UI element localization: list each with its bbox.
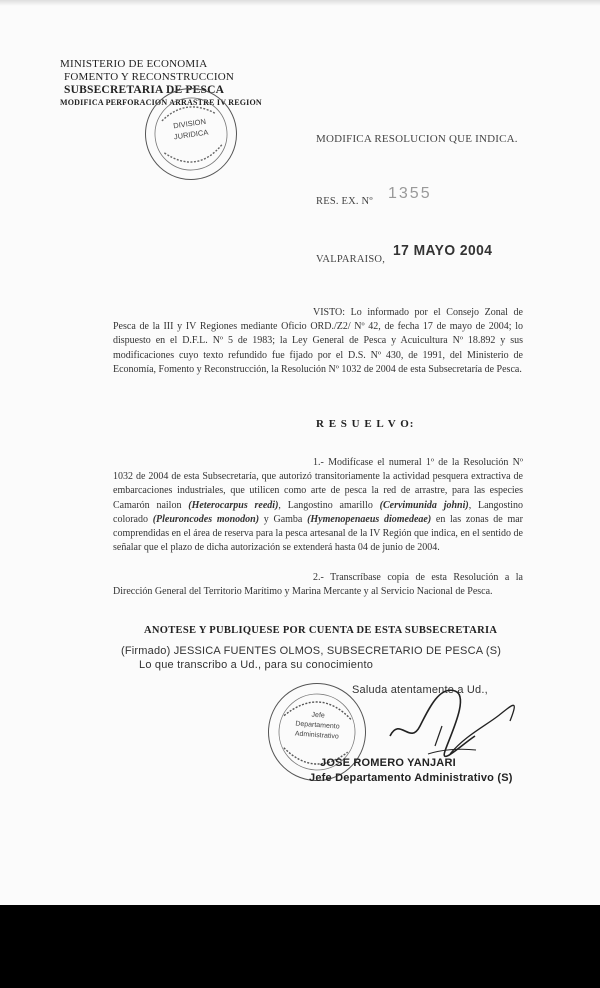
handwritten-signature-icon [380, 676, 530, 786]
firmado-line: (Firmado) JESSICA FUENTES OLMOS, SUBSECRETARIO DE PESCA (S) [121, 645, 502, 657]
item-1-text-b: , Langostino amarillo [278, 499, 373, 511]
item-1-text-a: 1.- Modifícase el numeral 1º de la Resolución Nº 1032 de 2004 de esta Subsecretaría, que autorizó transitoriamente la actividad pesquera extractiva de embarcaciones industriales, que utilicen como arte de pesca la red de arrastre, para las especies Camarón nailon [113, 457, 523, 511]
saluda-line: Saluda atentamente a Ud., [352, 684, 488, 696]
stamp-bottom-line3: Administrativo [294, 730, 339, 741]
document-title: MODIFICA RESOLUCION QUE INDICA. [316, 133, 518, 145]
stamp-ring-icon [138, 81, 244, 187]
item-1-paragraph [113, 456, 523, 555]
species-langostino-colorado: (Pleuroncodes monodon) [152, 513, 260, 525]
place-label: VALPARAISO, [316, 254, 386, 265]
header-fomento: FOMENTO Y RECONSTRUCCION [64, 71, 235, 83]
scan-top-edge [0, 0, 600, 6]
stamp-top-line2: JURIDICA [173, 127, 209, 142]
item-1-text-c: , Langostino colorado [113, 499, 524, 525]
signer-title: Jefe Departamento Administrativo (S) [309, 772, 513, 784]
species-camaron: (Heterocarpus reedi) [188, 499, 279, 511]
res-number: 1355 [388, 185, 432, 202]
stamp-bottom-line2: Departamento [295, 720, 340, 731]
visto-paragraph: VISTO: Lo informado por el Consejo Zonal de Pesca de la III y IV Regiones mediante Oficio ORD./Z2/ Nº 42, de fecha 17 de mayo de 2004; lo dispuesto en el D.F.L. Nº 5 de 1983; la Ley General de Pesca y Acuicultura Nº 18.892 y sus modificaciones cuyo texto refundido fue fijado por el D.S. Nº 430, de 1991, del Ministerio de Economía, Fomento y Reconstrucción, la Resolución Nº 1032 de 2004 de esta Subsecretaría de Pesca. [113, 307, 523, 375]
anotese-line: ANOTESE Y PUBLIQUESE POR CUENTA DE ESTA SUBSECRETARIA [144, 625, 498, 636]
header-reference: MODIFICA PERFORACION ARRASTRE IV REGION [60, 98, 262, 107]
item-1-text-d: y Gamba [259, 513, 303, 525]
species-langostino-amarillo: (Cervimunida johni) [379, 499, 469, 511]
stamp-bottom-line1: Jefe [311, 711, 325, 720]
species-gamba: (Hymenopenaeus diomedeae) [307, 513, 432, 525]
resuelvo-heading: R E S U E L V O: [316, 418, 415, 430]
stamp-top-line1: DIVISION [172, 116, 207, 131]
transcribo-line: Lo que transcribo a Ud., para su conocimiento [139, 659, 374, 671]
date-stamp: 17 MAYO 2004 [393, 242, 493, 259]
item-2-paragraph: 2.- Transcríbase copia de esta Resolución a la Dirección General del Territorio Marítimo y Marina Mercante y al Servicio Nacional de Pesca. [113, 572, 523, 598]
header-ministry: MINISTERIO DE ECONOMIA [60, 58, 208, 70]
item-1-text-e: en las zonas de mar comprendidas en el área de reserva para la pesca artesanal de la IV Región que indica, en el sentido de señalar que el plazo de dicha autorización se extenderá hasta 04 de junio de 2004. [113, 513, 523, 554]
res-label: RES. EX. Nº [316, 196, 373, 207]
signer-name: JOSE ROMERO YANJARI [320, 757, 456, 769]
header-subsecretaria: SUBSECRETARIA DE PESCA [64, 84, 225, 96]
division-juridica-stamp [139, 82, 243, 186]
